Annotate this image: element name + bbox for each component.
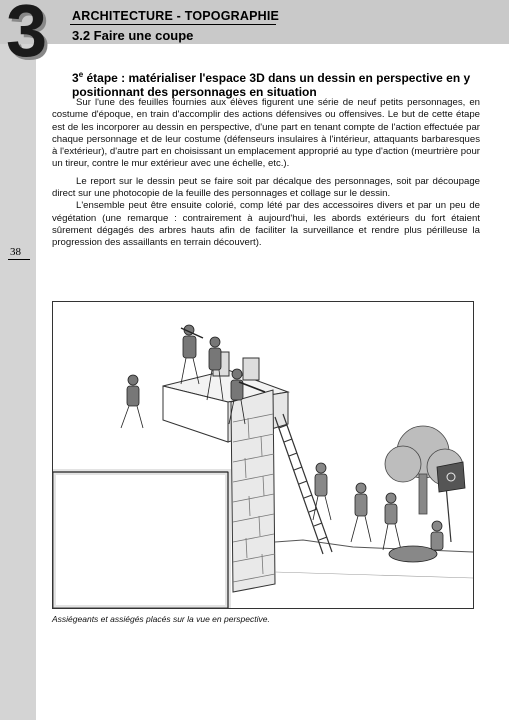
header-underline (70, 24, 276, 25)
body-text (52, 97, 480, 255)
header-title: ARCHITECTURE - TOPOGRAPHIE (72, 9, 280, 23)
illustration-svg (53, 302, 473, 608)
paragraph: Sur l'une des feuilles fournies aux élèves figurent une série de neuf petits personnages, en costume d'époque, en train d'accomplir des actions défensives ou offensives. Le but de cette étape est de les incorporer au dessin en perspective, d'une part en tenant compte de l'action effectuée par chaque personnage et de leur costume (défenseurs insulaires à l'intérieur, attaquants barbaresques à l'extérieur), d'autre part en choisissant un emplacement approprié au type d'action (meurtrière pour un tireur, contre le mur extérieur avec une échelle, etc.). (52, 97, 480, 170)
header-subtitle: 3.2 Faire une coupe (72, 28, 194, 43)
outside-ground-shading (275, 572, 473, 578)
section-title-text: étape : matérialiser l'espace 3D dans un dessin en perspective en y positionnant des personnages en situation (72, 71, 471, 99)
left-margin-band (0, 44, 36, 720)
chapter-number: 3 (6, 0, 48, 72)
paragraph: Le report sur le dessin peut se faire soit par décalque des personnages, soit par découpage direct sur une photocopie de la feuille des personnages et collage sur le dessin. (52, 175, 480, 200)
page-number-rule (8, 259, 30, 260)
page-number: 38 (10, 246, 21, 258)
paragraph: L'ensemble peut être ensuite colorié, comp lété par des accessoires divers et par un peu de végétation (une remarque : contrairement à aujourd'hui, les abords extérieurs du fort étaient sûrement dégagés des arbres hauts afin de faciliter la surveillance et rendre plus périlleuse la progression des assaillants en terrain découvert). (52, 200, 480, 249)
figure-caption: Assiégeants et assiégés placés sur la vue en perspective. (52, 614, 270, 624)
stone-wall (231, 390, 275, 592)
courtyard-ground (53, 472, 228, 608)
merlon (243, 358, 259, 380)
section-title-prefix: 3 (72, 71, 79, 85)
flag (437, 462, 465, 542)
fort-perspective-illustration (52, 301, 474, 609)
section-title-sup: e (78, 70, 84, 79)
section-title (72, 68, 482, 99)
